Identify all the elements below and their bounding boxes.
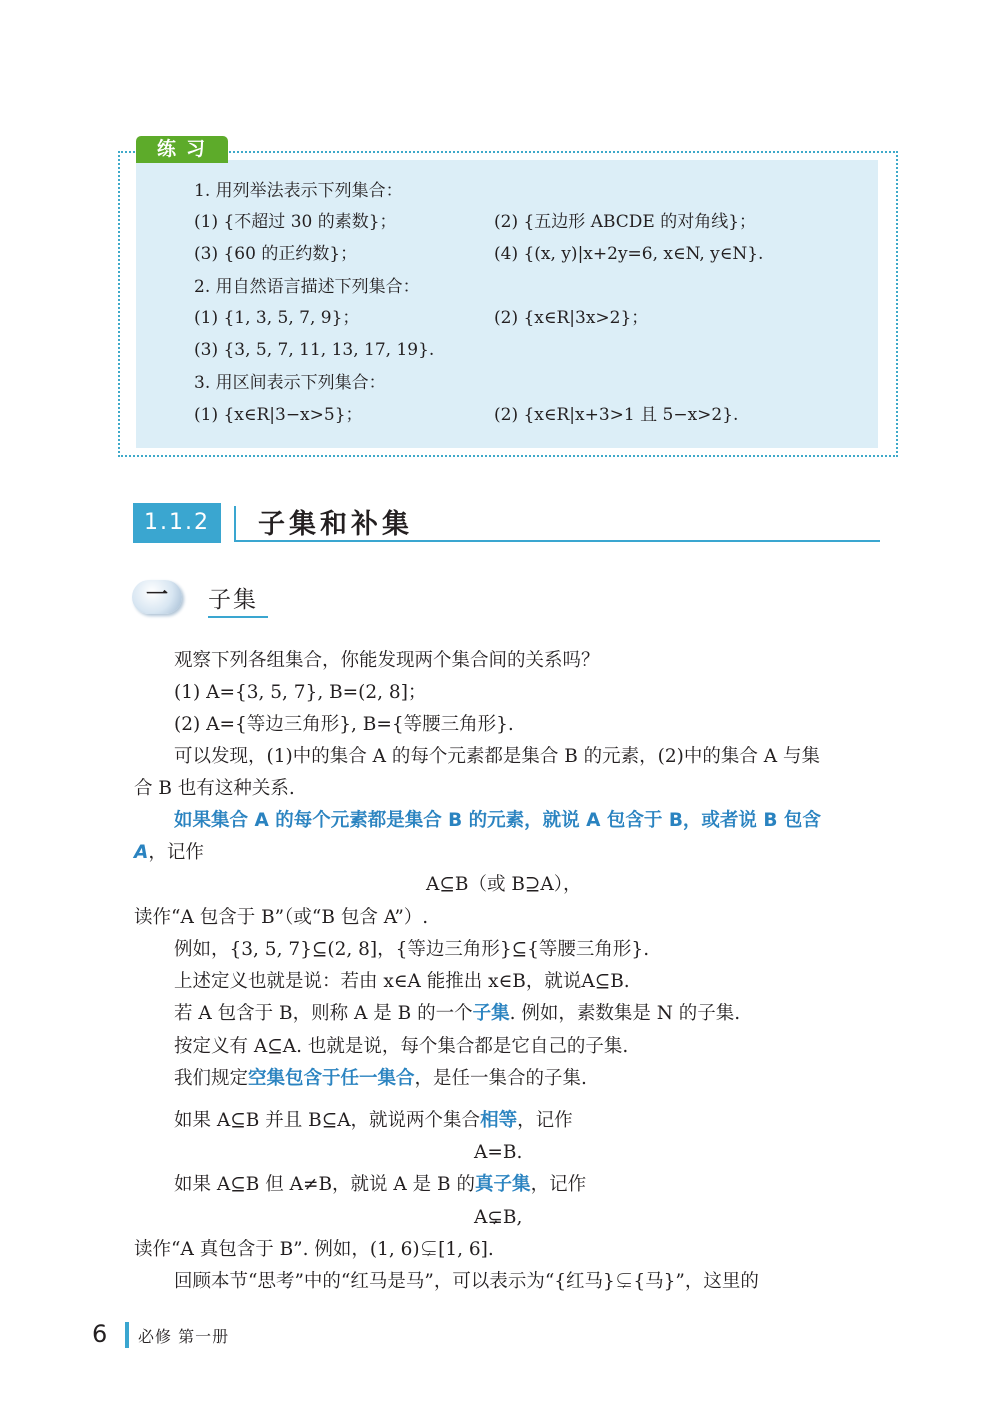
body-text: 如果 A⊆B 但 A≠B，就说 A 是 B 的: [174, 1174, 476, 1195]
section-rule: [236, 540, 880, 542]
page-number: 6: [92, 1320, 108, 1348]
body-line: 观察下列各组集合，你能发现两个集合间的关系吗？: [174, 650, 600, 671]
term-equal: 相等: [480, 1110, 518, 1131]
practice-q3: 3. 用区间表示下列集合：: [194, 373, 386, 393]
section-divider: [234, 506, 236, 542]
term-subset: 子集: [472, 1003, 510, 1024]
subsection-badge: 一: [132, 580, 182, 614]
subsection-title: 子集: [208, 581, 268, 618]
body-text: 如果 A⊆B 并且 B⊆A，就说两个集合: [174, 1110, 481, 1131]
body-text: ，记作: [148, 842, 204, 863]
body-text: ，记作: [530, 1174, 587, 1195]
body-line: [174, 1172, 586, 1198]
body-line: 按定义有 A⊆A. 也就是说，每个集合都是它自己的子集.: [174, 1036, 629, 1057]
practice-q2-1: (1) {1, 3, 5, 7, 9}；: [194, 308, 360, 328]
formula-equal: A=B.: [474, 1142, 523, 1163]
formula-proper-subset: A⊊B,: [474, 1207, 523, 1228]
term-empty-set: 空集包含于任一集合: [248, 1068, 415, 1089]
practice-q1-4: (4) {(x, y)|x+2y=6, x∈N, y∈N}.: [494, 244, 764, 264]
section-number: 1.1.2: [133, 503, 221, 543]
practice-q3-2: (2) {x∈R|x+3>1 且 5−x>2}.: [494, 405, 739, 425]
definition-line-end: [134, 840, 204, 866]
practice-q1-3: (3) {60 的正约数}；: [194, 244, 358, 264]
footer-bar: [125, 1322, 129, 1348]
body-line: 可以发现，(1)中的集合 A 的每个元素都是集合 B 的元素，(2)中的集合 A 与集: [174, 746, 821, 767]
body-text: ，是任一集合的子集.: [414, 1068, 587, 1089]
body-line: 例如，{3, 5, 7}⊆(2, 8]，{等边三角形}⊆{等腰三角形}.: [174, 939, 650, 960]
body-line: [174, 1001, 740, 1027]
body-line: 回顾本节“思考”中的“红马是马”，可以表示为“{红马}⊊{马}”，这里的: [174, 1271, 759, 1292]
body-text: ，记作: [517, 1110, 573, 1131]
practice-q2: 2. 用自然语言描述下列集合：: [194, 277, 420, 297]
practice-q1-1: (1) {不超过 30 的素数}；: [194, 212, 397, 232]
body-text: . 例如，素数集是 N 的子集.: [509, 1003, 741, 1024]
formula-subset: A⊆B（或 B⊇A），: [426, 874, 582, 895]
practice-q3-1: (1) {x∈R|3−x>5}；: [194, 405, 363, 425]
body-text: 我们规定: [174, 1068, 249, 1089]
section-title: 子集和补集: [258, 509, 413, 540]
body-line: (2) A={等边三角形}, B={等腰三角形}.: [174, 714, 514, 735]
body-line: 读作“A 真包含于 B”. 例如，(1, 6)⊊[1, 6].: [134, 1239, 494, 1260]
book-title: 必修 第一册: [138, 1327, 230, 1346]
practice-q1-2: (2) {五边形 ABCDE 的对角线}；: [494, 212, 757, 232]
body-line: 上述定义也就是说：若由 x∈A 能推出 x∈B，就说A⊆B.: [174, 971, 630, 992]
practice-q2-2: (2) {x∈R|3x>2}；: [494, 308, 649, 328]
practice-q1: 1. 用列举法表示下列集合：: [194, 181, 403, 201]
practice-q2-3: (3) {3, 5, 7, 11, 13, 17, 19}.: [194, 340, 435, 360]
practice-tab: 练习: [136, 136, 228, 163]
definition-symbol: A: [134, 842, 149, 863]
body-line: (1) A={3, 5, 7}, B=(2, 8]；: [174, 682, 427, 703]
term-proper-subset: 真子集: [475, 1174, 531, 1195]
body-line: [174, 1066, 587, 1092]
body-line: [174, 1108, 573, 1134]
definition-line: 如果集合 A 的每个元素都是集合 B 的元素，就说 A 包含于 B，或者说 B 包含: [174, 810, 821, 831]
body-line: 读作“A 包含于 B”（或“B 包含 A”）.: [134, 907, 429, 928]
body-line: 合 B 也有这种关系.: [134, 778, 295, 799]
body-text: 若 A 包含于 B，则称 A 是 B 的一个: [174, 1003, 473, 1024]
